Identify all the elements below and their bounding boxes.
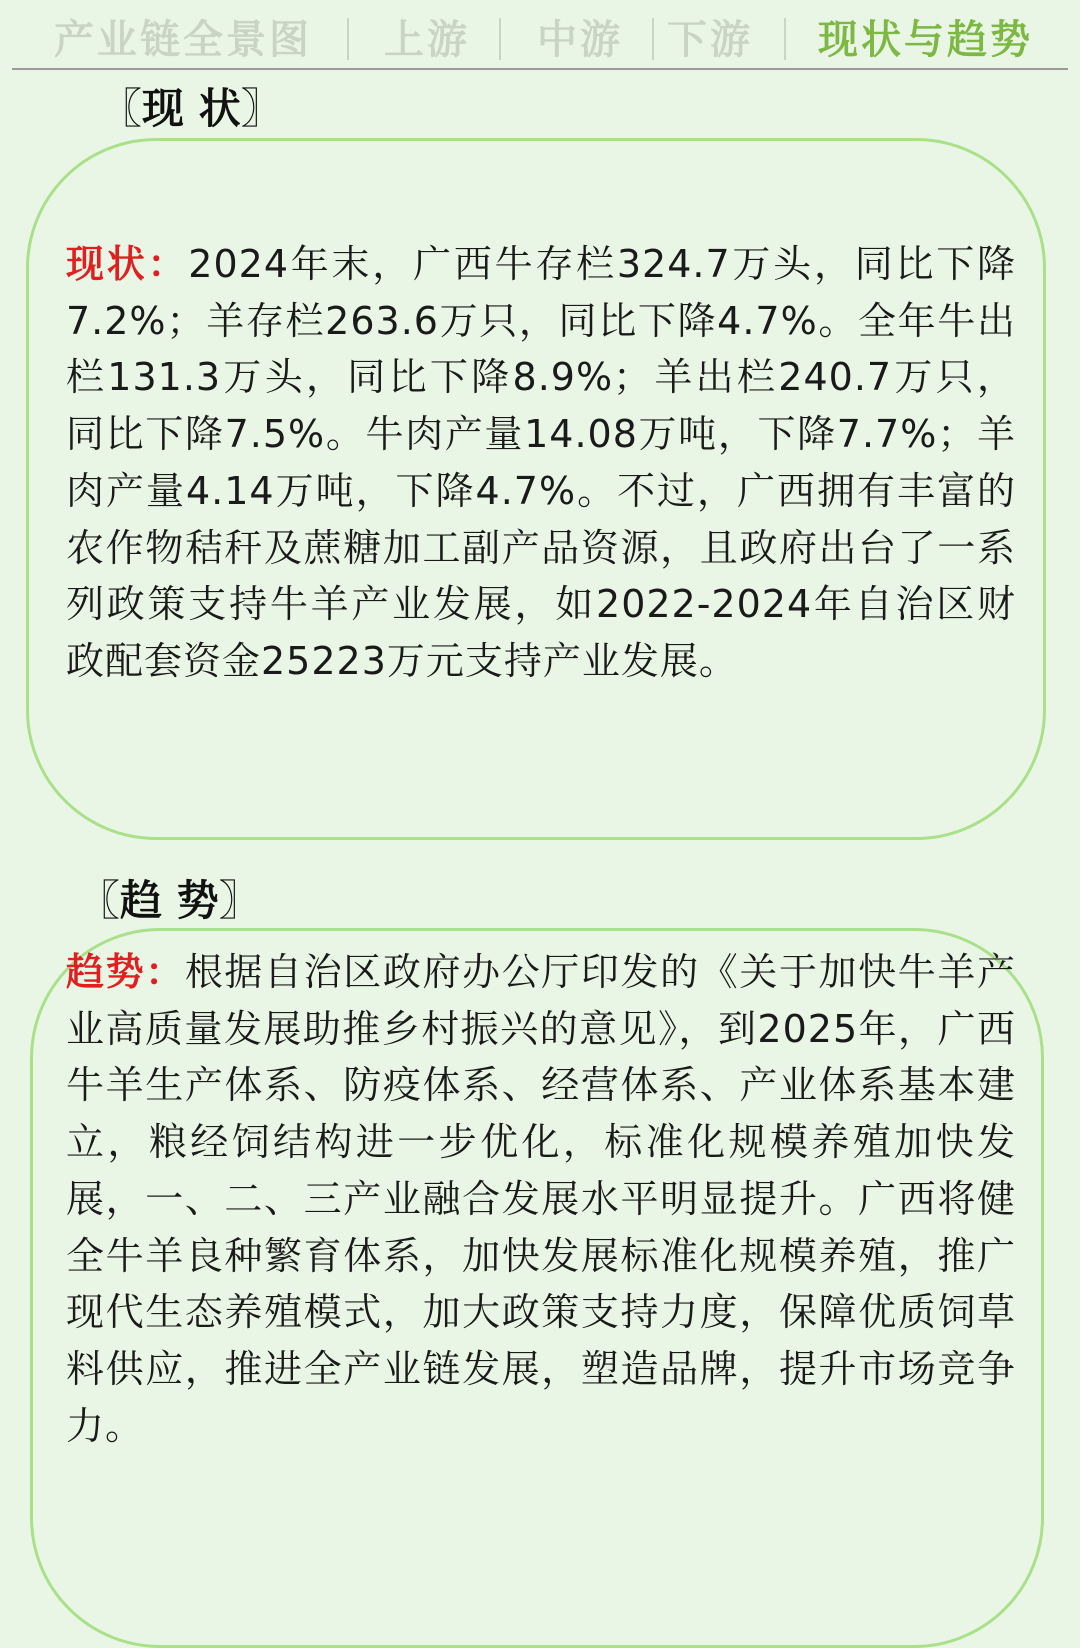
tab-separator — [784, 18, 786, 60]
tab-bar — [12, 0, 1068, 70]
status-heading-text: 现 状 — [142, 84, 241, 133]
heading-close-bracket: 〗 — [240, 84, 283, 133]
tab-downstream[interactable]: 下游 — [667, 17, 753, 63]
tab-industry-chain-map[interactable]: 产业链全景图 — [54, 17, 312, 63]
tab-separator — [347, 18, 349, 60]
tab-separator — [652, 18, 654, 60]
status-body-text: 2024年末，广西牛存栏324.7万头，同比下降7.2%；羊存栏263.6万只，同比下降4.7%。全年牛出栏131.3万头，同比下降8.9%；羊出栏240.7万只，同比下降7.5%。牛肉产量14.08万吨，下降7.7%；羊肉产量4.14万吨，下降4.7%。不过，广西拥有丰富的农作物秸秆及蔗糖加工副产品资源，且政府出台了一系列政策支持牛羊产业发展，如2022-2024年自治区财政配套资金25223万元支持产业发展。 — [66, 242, 1016, 683]
status-paragraph — [66, 236, 1016, 690]
status-section-heading — [100, 84, 283, 134]
trend-paragraph — [66, 944, 1016, 1454]
trend-lead-label: 趋势： — [66, 950, 185, 994]
tab-separator — [499, 18, 501, 60]
tab-status-and-trend[interactable]: 现状与趋势 — [818, 17, 1033, 63]
status-lead-label: 现状： — [66, 242, 189, 286]
tab-upstream[interactable]: 上游 — [384, 17, 470, 63]
trend-heading-text: 趋 势 — [120, 876, 219, 925]
trend-section-heading — [78, 876, 261, 926]
heading-close-bracket: 〗 — [218, 876, 261, 925]
heading-open-bracket: 〖 — [100, 84, 143, 133]
trend-body-text: 根据自治区政府办公厅印发的《关于加快牛羊产业高质量发展助推乡村振兴的意见》，到2025年，广西牛羊生产体系、防疫体系、经营体系、产业体系基本建立，粮经饲结构进一步优化，标准化规模养殖加快发展，一、二、三产业融合发展水平明显提升。广西将健全牛羊良种繁育体系，加快发展标准化规模养殖，推广现代生态养殖模式，加大政策支持力度，保障优质饲草料供应，推进全产业链发展，塑造品牌，提升市场竞争力。 — [66, 950, 1016, 1448]
heading-open-bracket: 〖 — [78, 876, 121, 925]
tab-midstream[interactable]: 中游 — [537, 17, 623, 63]
